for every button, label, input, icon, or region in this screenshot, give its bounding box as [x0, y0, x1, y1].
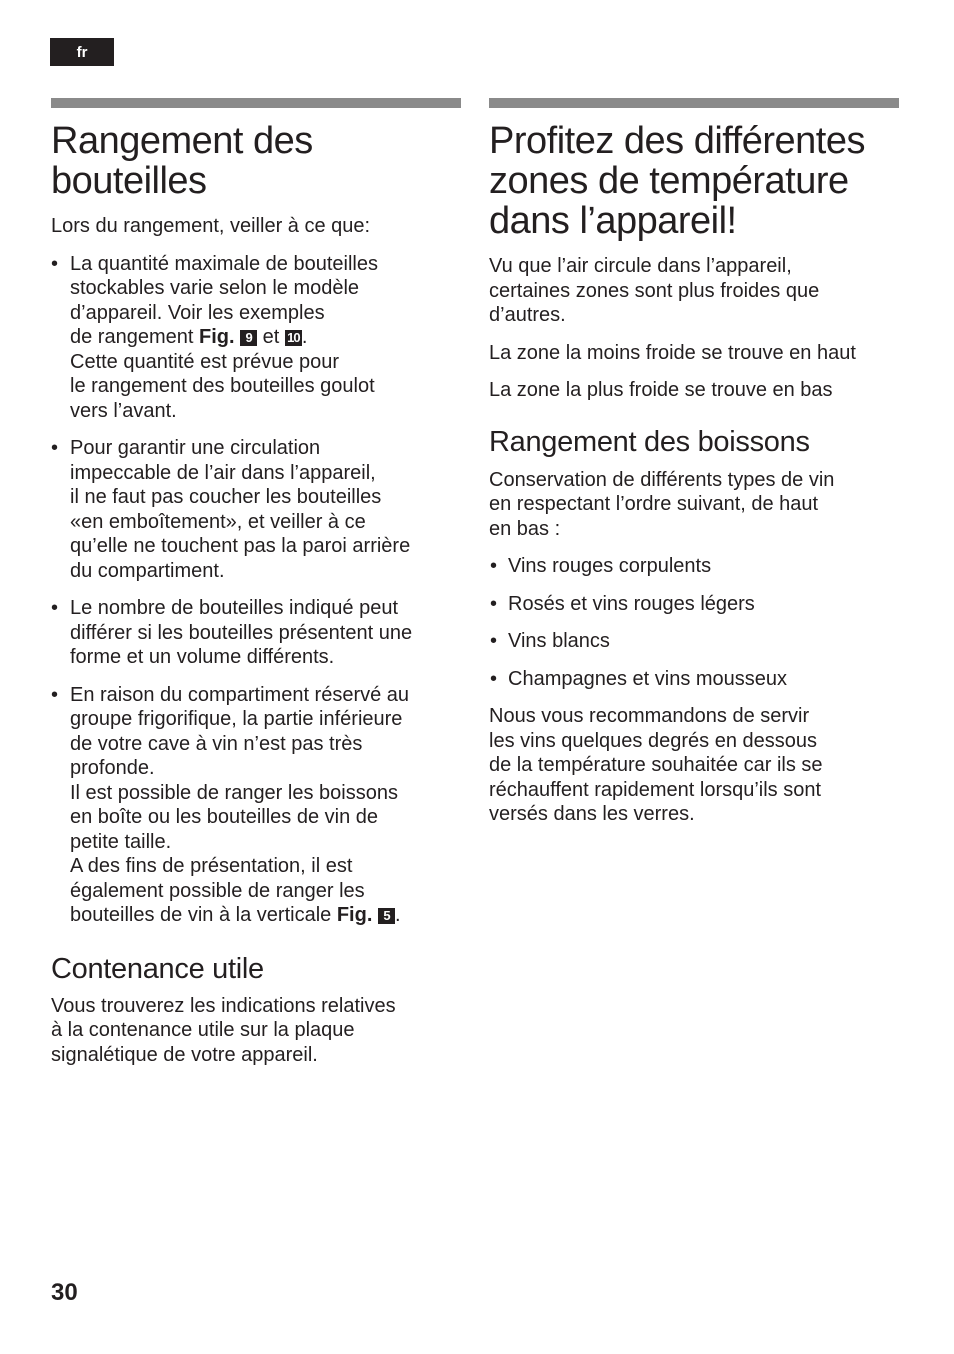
line: à la contenance utile sur la plaque: [51, 1019, 355, 1041]
line: Cette quantité est prévue pour: [70, 350, 340, 373]
line: Pour garantir une circulation: [70, 437, 321, 459]
list-item: • Champagnes et vins mousseux: [489, 667, 899, 692]
line: réchauffent rapidement lorsqu’ils sont: [489, 778, 822, 801]
section-title-bottle-storage: [51, 121, 461, 201]
line: Nous vous recommandons de servir: [489, 705, 810, 727]
figure-number-badge: 10: [285, 330, 302, 346]
line: certaines zones sont plus froides que: [489, 279, 820, 302]
list-item: [51, 436, 461, 583]
line: groupe frigorifique, la partie inférieure: [70, 708, 403, 730]
line: de la température souhaitée car ils se: [489, 754, 823, 776]
list-item: [51, 683, 461, 928]
coldest-zone-text: La zone la plus froide se trouve en bas: [489, 379, 833, 401]
line: également possible de ranger les: [70, 879, 365, 902]
list-item: [51, 596, 461, 670]
line: La quantité maximale de bouteilles: [70, 252, 378, 275]
line: différer si les bouteilles présentent une: [70, 621, 413, 644]
subsection-title-usable-capacity: Contenance utile: [51, 952, 264, 985]
line: A des fins de présentation, il est: [70, 855, 353, 877]
title-line: bouteilles: [51, 160, 207, 202]
storage-bullet-list: [51, 252, 461, 928]
title-line: zones de température: [489, 160, 849, 202]
drinks-intro-text: [489, 468, 899, 542]
line: profonde.: [70, 757, 155, 779]
line: Le nombre de bouteilles indiqué peut: [70, 597, 399, 619]
section-rule: [51, 98, 461, 108]
warmest-zone-text: La zone la moins froide se trouve en haut: [489, 341, 856, 364]
page-number: 30: [51, 1279, 78, 1306]
line: stockables varie selon le modèle: [70, 277, 360, 299]
line: les vins quelques degrés en dessous: [489, 729, 817, 752]
figure-reference: Fig.: [198, 326, 235, 348]
language-tab: fr: [50, 38, 114, 66]
line: «en emboîtement», et veiller à ce: [70, 510, 366, 533]
intro-text: Lors du rangement, veiller à ce que:: [51, 215, 371, 237]
list-item: • Vins rouges corpulents: [489, 554, 899, 579]
line: signalétique de votre appareil.: [51, 1043, 318, 1066]
line: Vous trouverez les indications relatives: [51, 994, 396, 1017]
line: en respectant l’ordre suivant, de haut: [489, 493, 819, 515]
line: d’appareil. Voir les exemples: [70, 301, 325, 324]
title-line: Rangement des: [51, 120, 313, 162]
list-item: [51, 252, 461, 424]
left-column: [51, 98, 461, 1067]
subsection-title-drinks-storage: Rangement des boissons: [489, 425, 810, 458]
list-item: • Vins blancs: [489, 629, 899, 654]
capacity-text: [51, 994, 461, 1068]
serving-recommendation-text: [489, 704, 899, 827]
line: forme et un volume différents.: [70, 646, 335, 668]
punctuation: .: [301, 326, 308, 348]
title-line: Profitez des différentes: [489, 120, 865, 162]
line: le rangement des bouteilles goulot: [70, 375, 375, 397]
intro-text: [489, 254, 899, 328]
title-line: dans l’appareil!: [489, 200, 737, 242]
line: bouteilles de vin à la verticale: [70, 904, 337, 926]
line: Il est possible de ranger les boissons: [70, 781, 398, 804]
figure-number-badge: 5: [378, 908, 395, 924]
line: il ne faut pas coucher les bouteilles: [70, 486, 382, 508]
line: impeccable de l’air dans l’appareil,: [70, 461, 376, 484]
line: En raison du compartiment réservé au: [70, 683, 410, 706]
line: qu’elle ne touchent pas la paroi arrière: [70, 535, 411, 557]
line: versés dans les verres.: [489, 803, 695, 825]
line: de votre cave à vin n’est pas très: [70, 732, 363, 755]
line: petite taille.: [70, 830, 172, 853]
figure-number-badge: 9: [240, 330, 257, 346]
list-item: • Rosés et vins rouges légers: [489, 592, 899, 617]
line: Conservation de différents types de vin: [489, 468, 835, 491]
line: Vu que l’air circule dans l’appareil,: [489, 255, 792, 277]
section-title-temperature-zones: [489, 121, 899, 241]
line: de rangement: [70, 326, 199, 348]
line: en bas :: [489, 517, 561, 540]
line: du compartiment.: [70, 559, 225, 582]
conjunction: et: [257, 326, 285, 348]
wine-order-list: [489, 554, 899, 691]
right-column: [489, 98, 899, 827]
section-rule: [489, 98, 899, 108]
figure-reference: Fig.: [336, 904, 373, 926]
line: d’autres.: [489, 304, 566, 326]
line: vers l’avant.: [70, 399, 177, 422]
line: en boîte ou les bouteilles de vin de: [70, 806, 378, 828]
punctuation: .: [394, 904, 401, 926]
